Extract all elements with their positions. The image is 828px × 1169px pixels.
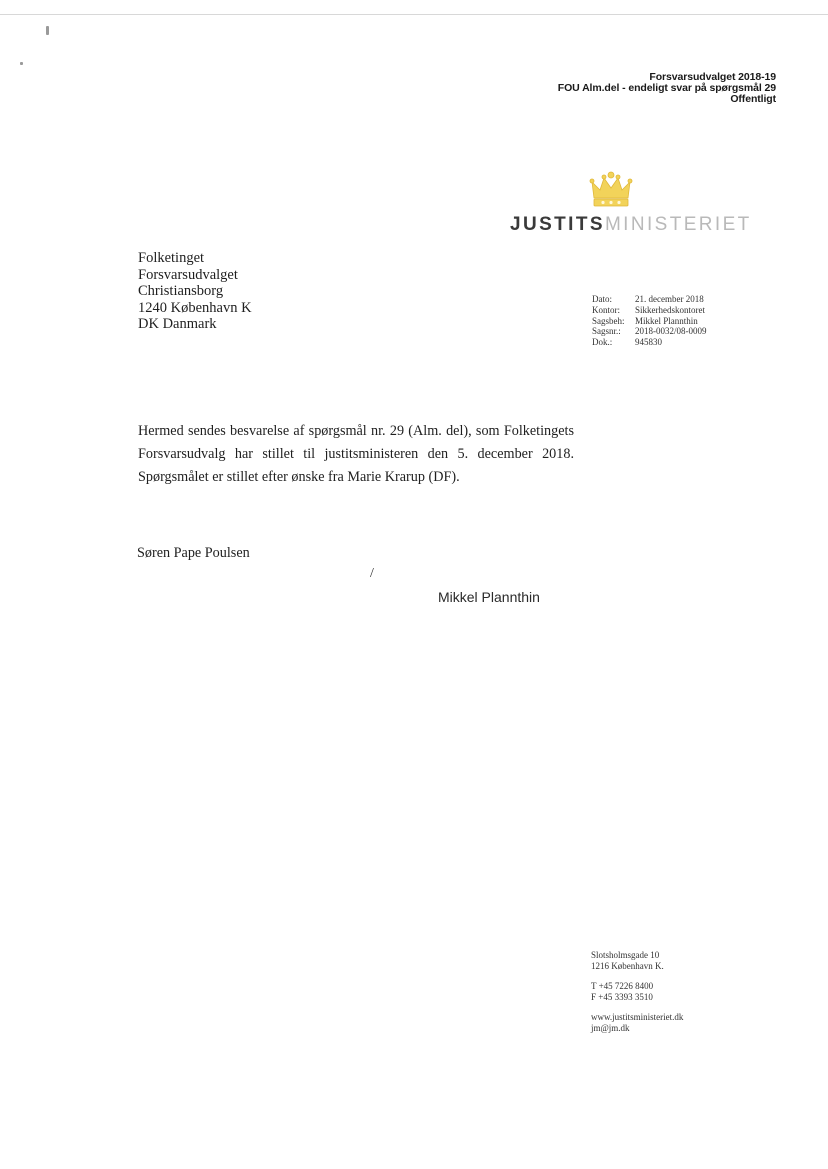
signer-name: Søren Pape Poulsen <box>137 545 250 561</box>
meta-row <box>592 326 707 337</box>
case-metadata <box>592 294 707 348</box>
logo-light: MINISTERIET <box>604 214 752 235</box>
logo-bold: JUSTITS <box>510 214 605 235</box>
meta-row <box>592 316 707 327</box>
meta-value: 2018-0032/08-0009 <box>635 326 707 337</box>
address-line: Forsvarsudvalget <box>138 266 238 283</box>
body-paragraph: Hermed sendes besvarelse af spørgsmål nr. 29 (Alm. del), som Folketingets Forsvarsudvalg har stillet til justitsministeren den 5. december 2018. Spørgsmålet er stillet efter ønske fra Marie Krarup (DF). <box>138 423 574 485</box>
meta-value: 21. december 2018 <box>635 294 704 304</box>
footer-fax: F +45 3393 3510 <box>591 991 653 1002</box>
footer-phone: T +45 7226 8400 <box>591 981 654 992</box>
address-line: DK Danmark <box>138 316 217 332</box>
co-signer-name: Mikkel Plannthin <box>438 589 540 605</box>
address-line: Folketinget <box>138 250 205 266</box>
stamp-committee: Forsvarsudvalget 2018-19 <box>649 71 776 83</box>
scan-speck <box>20 62 23 65</box>
scan-speck <box>46 26 49 35</box>
scan-edge-line <box>0 14 828 15</box>
address-line: 1240 København K <box>138 299 252 316</box>
footer-city: 1216 København K. <box>591 960 664 971</box>
crown-icon <box>588 170 634 210</box>
meta-row <box>592 305 707 316</box>
meta-key: Sagsbeh: <box>592 315 625 326</box>
stamp-reference: FOU Alm.del - endeligt svar på spørgsmål 29 <box>557 82 776 94</box>
meta-row <box>592 337 707 348</box>
meta-key: Sagsnr.: <box>592 326 621 337</box>
ministry-logo <box>510 214 752 236</box>
footer-web: www.justitsministeriet.dk <box>591 1012 684 1023</box>
signature-separator: / <box>370 566 374 581</box>
meta-row <box>592 294 707 305</box>
address-line: Christiansborg <box>138 283 224 299</box>
meta-key: Dok.: <box>592 337 613 348</box>
footer-email: jm@jm.dk <box>591 1022 630 1033</box>
meta-value: 945830 <box>635 337 662 348</box>
ministry-contact <box>591 950 683 1034</box>
footer-street: Slotsholmsgade 10 <box>591 950 660 960</box>
letter-body <box>138 420 574 489</box>
meta-value: Mikkel Plannthin <box>635 315 698 326</box>
document-stamp <box>558 72 776 105</box>
meta-key: Dato: <box>592 294 612 304</box>
recipient-address <box>138 250 252 333</box>
meta-key: Kontor: <box>592 304 620 315</box>
stamp-status: Offentligt <box>730 93 776 105</box>
meta-value: Sikkerhedskontoret <box>635 304 705 315</box>
